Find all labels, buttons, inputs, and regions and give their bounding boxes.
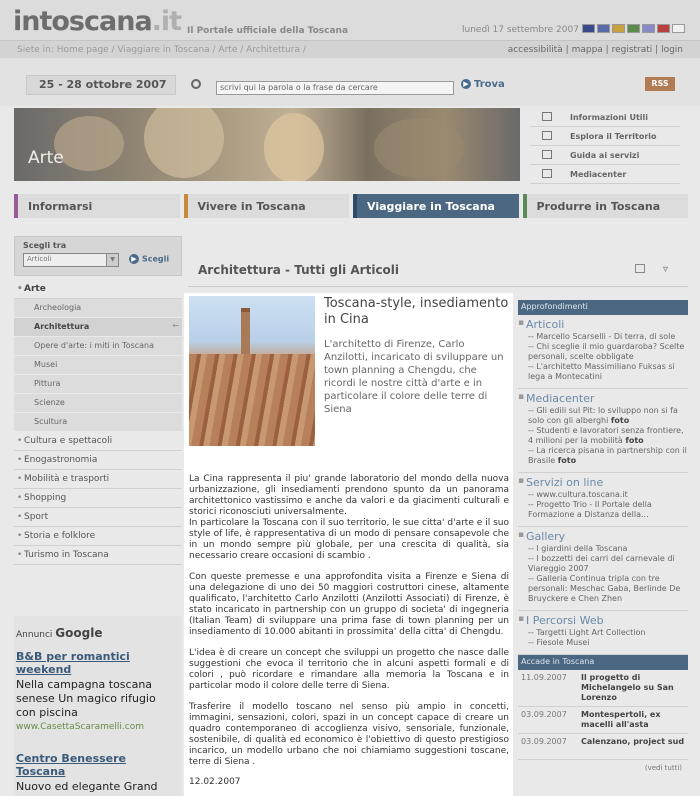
bullet-icon: • — [17, 284, 23, 294]
news-title[interactable]: Calenzano, project sud — [581, 737, 685, 746]
right-sidebar — [518, 300, 688, 796]
compass-icon — [542, 131, 552, 140]
news-item[interactable] — [518, 670, 688, 707]
link-accessibilita[interactable]: accessibilità — [507, 45, 563, 55]
flag-cn-icon[interactable] — [657, 24, 670, 33]
menu-section[interactable]: • Turismo in Toscana — [14, 546, 182, 565]
related-link[interactable]: -- Studenti e lavoratori senza frontiere, 4 milioni per la mobilità foto — [528, 426, 684, 445]
util-esplora-territorio[interactable]: Esplora il Territorio — [530, 127, 680, 146]
arrow-right-icon: ▶ — [129, 254, 139, 264]
related-section-title[interactable]: ▪ Articoli — [518, 318, 565, 331]
article-paragraph: Con queste premesse e una approfondita visita a Firenze e Siena di una delegazione di uno dei 50 maggiori costruttori cinese, altamente qualificato, l'architetto Carlo Anzilotti (Anzilotti Associati) di Firenze, è stato incaricato in partnership con un gruppo di societa' di ingegneria (Italian Team) di sviluppare una prima fase di town planning per un insediamento di 10.000 abitanti in prossimita' della citta' di Chengdu. — [189, 572, 509, 637]
guide-icon — [542, 150, 552, 159]
bullet-icon: • — [17, 512, 23, 522]
bullet-icon: ▪ — [518, 318, 525, 328]
news-item[interactable] — [518, 707, 688, 734]
nav-vivere[interactable]: Vivere in Toscana — [184, 194, 350, 218]
news-date: 03.09.2007 — [521, 737, 567, 746]
page-title: Architettura - Tutti gli Articoli — [198, 263, 400, 277]
menu-subitem[interactable]: Musei — [14, 356, 182, 375]
link-mappa[interactable]: mappa — [571, 45, 603, 55]
arrow-right-icon: ▶ — [461, 79, 471, 89]
related-section-title[interactable]: ▪ Mediacenter — [518, 392, 595, 405]
content-type-picker — [14, 236, 182, 276]
section-banner — [14, 108, 520, 181]
article-date: 12.02.2007 — [189, 777, 241, 787]
ads-header: Annunci Google — [16, 626, 103, 640]
rss-button[interactable]: RSS — [645, 77, 675, 91]
language-flags — [582, 24, 685, 33]
related-link[interactable]: -- I bozzetti dei carri del carnevale di Viareggio 2007 — [528, 554, 675, 573]
link-login[interactable]: login — [661, 45, 683, 55]
section-menu — [14, 280, 182, 565]
print-icon[interactable] — [635, 264, 645, 273]
google-ads — [14, 616, 182, 796]
article-title: Toscana-style, insediamento in Cina — [324, 296, 509, 327]
top-bar — [0, 0, 700, 40]
search-input[interactable]: scrivi qui la parola o la frase da cercare — [216, 81, 454, 95]
menu-section[interactable]: • Cultura e spettacoli — [14, 432, 182, 451]
ad-url[interactable]: www.CasettaScaramelli.com — [16, 722, 144, 732]
scegli-label: Scegli tra — [23, 241, 67, 250]
related-section — [518, 473, 688, 527]
banner-label: Arte — [28, 148, 64, 168]
article-lead: L'architetto di Firenze, Carlo Anzilotti, incaricato di sviluppare un town planning a Chengdu, che ricordi le nostre città d'arte e in particolare il colore delle terre di Siena — [324, 339, 504, 415]
bullet-icon: • — [17, 474, 23, 484]
media-icon — [542, 169, 552, 178]
related-section — [518, 611, 688, 655]
menu-section[interactable]: • Sport — [14, 508, 182, 527]
related-section — [518, 527, 688, 611]
related-link[interactable]: -- Targetti Light Art Collection — [528, 628, 646, 637]
bullet-icon: • — [17, 455, 23, 465]
news-date: 03.09.2007 — [521, 710, 567, 719]
article-body — [189, 474, 509, 778]
left-sidebar — [14, 236, 182, 796]
related-link[interactable]: -- Fiesole Musei — [528, 638, 590, 647]
related-link[interactable]: -- Progetto Trio - Il Portale della Formazione a Distanza della... — [528, 500, 652, 519]
link-registrati[interactable]: registrati — [611, 45, 653, 55]
top-links: accessibilità | mappa | registrati | login — [507, 45, 683, 55]
util-guida-servizi[interactable]: Guida ai servizi — [530, 146, 680, 165]
menu-section[interactable]: • Storia e folklore — [14, 527, 182, 546]
related-section — [518, 389, 688, 473]
menu-subitem[interactable]: Architettura ← — [14, 318, 182, 337]
news-date: 11.09.2007 — [521, 673, 567, 682]
ad-text: Nella campagna toscana senese Un magico rifugio con piscina — [16, 678, 156, 719]
approfondimenti-header: Approfondimenti — [518, 300, 688, 315]
nav-informarsi[interactable]: Informarsi — [14, 194, 180, 218]
info-icon — [542, 112, 552, 121]
related-section-title[interactable]: ▪ Servizi on line — [518, 476, 604, 489]
utility-menu — [530, 108, 680, 184]
scegli-button[interactable]: ▶ Scegli — [129, 254, 169, 264]
related-section — [518, 315, 688, 389]
menu-section-arte[interactable]: • Arte — [14, 280, 182, 299]
flag-ru-icon[interactable] — [642, 24, 655, 33]
search-icon — [191, 79, 201, 89]
menu-subitem[interactable]: Pittura — [14, 375, 182, 394]
event-banner[interactable]: 25 - 28 ottobre 2007 — [26, 75, 176, 95]
menu-section[interactable]: • Enogastronomia — [14, 451, 182, 470]
news-item[interactable] — [518, 734, 688, 760]
send-icon[interactable]: ▿ — [663, 264, 669, 275]
bullet-icon: • — [17, 550, 23, 560]
chevron-down-icon: ▼ — [106, 254, 118, 266]
article — [184, 293, 513, 796]
tagline: Il Portale ufficiale della Toscana — [187, 26, 349, 36]
flag-jp-icon[interactable] — [672, 24, 685, 33]
news-title[interactable]: Il progetto di Michelangelo su San Lorenzo — [581, 673, 674, 702]
ad-text: Nuovo ed elegante Grand — [16, 780, 158, 793]
related-link[interactable]: -- Galleria Continua tripla con tre personali: Meschac Gaba, Berlinde De Bruyckere e Chen Zhen — [528, 574, 681, 603]
flag-pt-icon[interactable] — [627, 24, 640, 33]
current-date: lunedì 17 settembre 2007 — [462, 25, 579, 35]
util-informazioni-utili[interactable]: Informazioni Utili — [530, 108, 680, 127]
related-section-title[interactable]: ▪ I Percorsi Web — [518, 614, 604, 627]
article-paragraph: L'idea è di creare un concept che sviluppi un progetto che nasce dalle suggestioni che evoca il territorio che in alcuni aspetti formali e di colori , può ricordare e rimandare alla memoria la Toscana e in particolar modo il colore delle terre di Siena. — [189, 648, 509, 691]
related-link[interactable]: -- L'architetto Massimiliano Fuksas si lega a Montecatini — [528, 362, 675, 381]
bullet-icon: • — [17, 436, 23, 446]
accade-header: Accade in Toscana — [518, 655, 688, 670]
related-link[interactable]: -- La ricerca pisana in partnership con il Brasile foto — [528, 446, 687, 465]
article-paragraph: Trasferire il modello toscano nel senso più ampio in concetti, immagini, sensazioni, colori, spazi in un concept capace di creare un quadro contemporaneo di accoglienza visivo, sensoriale, funzionale, sostenibile, di qualità ed economico è l'obiettivo di questo prestigioso incarico, un modello urbano che noi chiamiamo suggestioni toscane, terre di Siena . — [189, 702, 509, 767]
bullet-icon: ▪ — [518, 614, 525, 624]
menu-section[interactable]: • Shopping — [14, 489, 182, 508]
ad-title[interactable]: B&B per romantici weekend — [16, 650, 130, 676]
divider — [188, 286, 688, 287]
nav-produrre[interactable]: Produrre in Toscana — [523, 194, 689, 218]
related-link[interactable]: -- Chi sceglie il mio guardaroba? Scelte personali, scelte obbligate — [528, 342, 685, 361]
flag-uk-icon[interactable] — [582, 24, 595, 33]
site-logo[interactable]: intoscana.it — [13, 6, 182, 37]
flag-es-icon[interactable] — [612, 24, 625, 33]
search-button[interactable]: ▶ Trova — [461, 79, 505, 90]
breadcrumb: Siete in: Home page / Viaggiare in Toscana / Arte / Architettura / — [17, 45, 306, 55]
related-link[interactable]: -- Marcello Scarselli - Di terra, di sole — [528, 332, 676, 341]
util-mediacenter[interactable]: Mediacenter — [530, 165, 680, 184]
bullet-icon: • — [17, 493, 23, 503]
bullet-icon: • — [17, 531, 23, 541]
menu-subitem[interactable]: Archeologia — [14, 299, 182, 318]
breadcrumb-bar — [0, 40, 700, 58]
article-photo — [189, 296, 315, 446]
ad-title[interactable]: Centro Benessere Toscana — [16, 752, 127, 778]
menu-subitem[interactable]: Opere d'arte: i miti in Toscana — [14, 337, 182, 356]
content-type-select[interactable]: Articoli ▼ — [23, 253, 119, 267]
menu-subitem[interactable]: Scienze — [14, 394, 182, 413]
menu-section[interactable]: • Mobilità e trasporti — [14, 470, 182, 489]
nav-viaggiare[interactable]: Viaggiare in Toscana — [353, 194, 519, 218]
see-all-link[interactable]: (vedi tutti) — [644, 764, 682, 772]
menu-subitem[interactable]: Scultura — [14, 413, 182, 432]
bullet-icon: ▪ — [518, 392, 525, 402]
article-paragraph: La Cina rappresenta il piu' grande laboratorio del mondo della nuova urbanizzazione, gli insediamenti prendono spunto da un panorama architettonico vastissimo e anche da valori e da giacimenti culturali e storici riconosciuti universalmente. In particolare la Toscana con il suo territorio, le sue citta' d'arte e il suo style of life, è rappresentativa di un modo di pensare consapevole che in un mondo sempre più globale, per una crescita di qualità, sia necessario creare occasioni di scambio . — [189, 474, 509, 561]
flag-fr-icon[interactable] — [597, 24, 610, 33]
main-nav — [14, 194, 688, 218]
related-section-title[interactable]: ▪ Gallery — [518, 530, 566, 543]
bullet-icon: ▪ — [518, 530, 525, 540]
related-link[interactable]: -- I giardini della Toscana — [528, 544, 628, 553]
bullet-icon: ▪ — [518, 476, 525, 486]
related-link[interactable]: -- www.cultura.toscana.it — [528, 490, 628, 499]
related-link[interactable]: -- Gli edili sul Pit: lo sviluppo non si fa solo con gli alberghi foto — [528, 406, 678, 425]
news-title[interactable]: Montespertoli, ex macelli all'asta — [581, 710, 661, 729]
rooftops — [189, 354, 315, 446]
